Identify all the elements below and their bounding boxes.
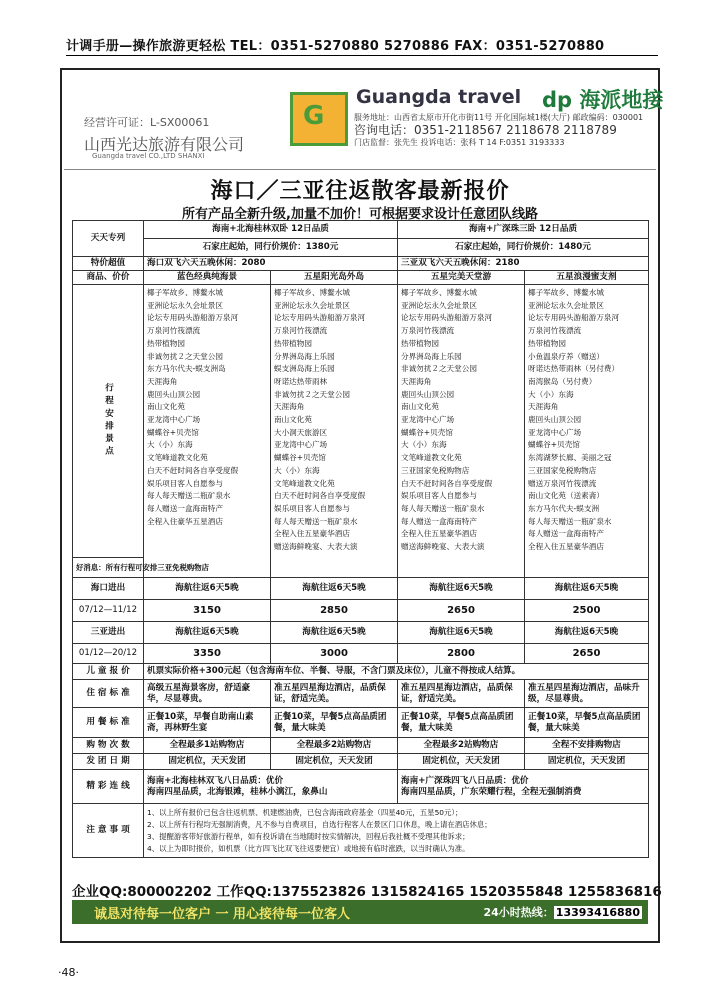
itinerary-item: 全程入住五星豪华酒店 (401, 529, 477, 539)
row-label: 精 彩 连 线 (73, 770, 144, 804)
row-label: 商品、价价 (73, 271, 144, 285)
itinerary-item: 亚洲论坛永久会址景区 (147, 300, 223, 310)
itinerary-label: 行程安排景点 (103, 383, 114, 459)
table-row (73, 644, 649, 664)
company-name-en: Guangda travel CO.,LTD SHANXI (92, 152, 205, 160)
itinerary-item: 天涯海角 (528, 402, 559, 412)
itinerary-item: 天涯海角 (401, 376, 432, 386)
table-row (73, 770, 649, 804)
note-item: 4、以上为即时报价，如机票（比方四飞比双飞往返要便宜）或地接有临时涨跌，以当时确认为准。 (147, 843, 470, 853)
price-cell: 2650 (525, 644, 649, 664)
row-label: 购 物 次 数 (73, 738, 144, 754)
table-cell: 海南+北海桂林双卧 12日品质 (144, 221, 398, 239)
itinerary-item: 论坛专用码头游船游万泉河 (274, 313, 366, 323)
itinerary-item: 每人每天赠送一瓶矿泉水 (528, 516, 612, 526)
itinerary-item: 万泉河竹筏漂流 (528, 326, 582, 336)
license-number: 经营许可证：L-SX00061 (84, 116, 210, 129)
itinerary-item: 大（小）东海 (401, 440, 447, 450)
table-cell (144, 804, 649, 858)
itinerary-item: 每人每天赠送一瓶矿泉水 (274, 516, 358, 526)
page-number: ·48· (58, 966, 79, 979)
company-banner (64, 72, 664, 170)
itinerary-item: 分界洲岛海上乐园 (401, 351, 462, 361)
company-tel: 咨询电话：0351-2118567 2118678 2118789 (354, 123, 617, 137)
hotline (483, 904, 642, 920)
row-label: 三亚进出 (73, 622, 144, 644)
rec-line: 海南四星品质，北海银滩，桂林小漓江，象鼻山 (147, 786, 328, 797)
itinerary-item: 分界洲岛海上乐园 (274, 351, 335, 361)
itinerary-item: 亚洲论坛永久会址景区 (401, 300, 477, 310)
itinerary-item: 蝴蝶谷+贝壳馆 (528, 440, 580, 450)
table-cell: 全程不安排购物店 (525, 738, 649, 754)
price-table (72, 220, 649, 858)
itinerary-item: 蝴蝶谷+贝壳馆 (401, 427, 453, 437)
row-label: 海口进出 (73, 578, 144, 600)
itinerary-item: 小鱼温泉疗养（赠送） (528, 351, 604, 361)
itinerary-item: 娱乐项目客人自愿参与 (274, 503, 350, 513)
table-cell: 海航往返6天5晚 (271, 622, 398, 644)
itinerary-item: 天涯海角 (147, 376, 178, 386)
itinerary-item: 娱乐项目客人自愿参与 (147, 478, 223, 488)
table-row (73, 285, 649, 558)
table-row (73, 221, 649, 239)
rec-line: 海南+广深珠四飞八日品质：优价 (401, 775, 529, 786)
itinerary-item: 亚洲论坛永久会址景区 (274, 300, 350, 310)
table-cell: 全程最多1站购物店 (144, 738, 271, 754)
itinerary-item: 蝴蝶谷+贝壳馆 (274, 453, 326, 463)
itinerary-item: 大（小）东海 (274, 465, 320, 475)
itinerary-list (271, 285, 398, 578)
itinerary-item: 赠送万泉河竹筏漂流 (528, 478, 597, 488)
itinerary-item: 非诚勿扰２之天堂公园 (274, 389, 350, 399)
table-cell: 海南+广深珠三卧 12日品质 (398, 221, 649, 239)
table-cell: 固定机位，天天发团 (398, 754, 525, 770)
itinerary-item: 南山文化苑 (401, 402, 439, 412)
itinerary-list (398, 285, 525, 578)
note-item: 2、以上所有行程均无强制消费，凡不参与自费项目，自选行程客人在景区门口休息，晚上请在酒店休息； (147, 819, 492, 829)
table-row (73, 708, 649, 738)
logo-letter: G (303, 101, 325, 131)
table-row (73, 622, 649, 644)
header-line: 计调手册—操作旅游更轻松 TEL：0351-5270880 5270886 FAX：0351-5270880 (66, 39, 605, 54)
itinerary-item: 大（小）东海 (528, 389, 574, 399)
itinerary-item: 热带植物园 (274, 338, 312, 348)
itinerary-item: 赠送海鲜晚宴、大表大演 (274, 542, 358, 552)
hotline-label: 24小时热线： (483, 906, 554, 919)
table-cell: 海航往返6天5晚 (144, 622, 271, 644)
itinerary-list (144, 285, 271, 578)
itinerary-item: 白天不赶时间各自享受度假 (147, 465, 239, 475)
product-name: 五星完美天堂游 (398, 271, 525, 285)
table-cell: 海航往返6天5晚 (525, 622, 649, 644)
itinerary-item: 白天不赶时间各自享受度假 (274, 491, 366, 501)
itinerary-item: 论坛专用码头游船游万泉河 (147, 313, 239, 323)
good-news: 好消息：所有行程可安排三亚免税购物店 (73, 558, 144, 578)
table-cell: 海口双飞六天五晚休闲：2080 (144, 257, 398, 271)
itinerary-item: 每人赠送一盒海南特产 (401, 516, 477, 526)
table-cell (398, 770, 649, 804)
date-range: 01/12—20/12 (73, 644, 144, 664)
itinerary-item: 热带植物园 (401, 338, 439, 348)
brand-name-en: Guangda travel (356, 86, 522, 108)
row-label: 发 团 日 期 (73, 754, 144, 770)
itinerary-item: 每人赠送一盒海南特产 (528, 529, 604, 539)
itinerary-item: 鹿回头山顶公园 (401, 389, 455, 399)
table-row (73, 257, 649, 271)
table-cell: 准五星四星海边酒店，品味升级，尽显尊贵。 (525, 680, 649, 708)
company-info (354, 112, 643, 148)
itinerary-item: 论坛专用码头游船游万泉河 (401, 313, 493, 323)
itinerary-item: 大（小）东海 (147, 440, 193, 450)
table-row (73, 271, 649, 285)
qq-contacts: 企业QQ:800002202 工作QQ:1375523826 1315824165 1520355848 1255836816 (72, 884, 662, 900)
table-cell: 固定机位，天天发团 (271, 754, 398, 770)
itinerary-item: 天涯海角 (274, 402, 305, 412)
itinerary-item: 椰子军故乡、博鳌水城 (274, 288, 350, 297)
table-cell: 正餐10菜，早餐5点高品质团餐，量大味美 (525, 708, 649, 738)
price-cell: 3000 (271, 644, 398, 664)
price-cell: 2800 (398, 644, 525, 664)
itinerary-item: 亚龙湾中心广场 (401, 415, 455, 425)
itinerary-item: 呀诺达热带雨林 (274, 376, 328, 386)
date-range: 07/12—11/12 (73, 600, 144, 622)
itinerary-item: 椰子军故乡、博鳌水城 (528, 288, 604, 297)
table-row (73, 804, 649, 858)
price-cell: 2500 (525, 600, 649, 622)
page-title: 海口／三亚往返散客最新报价 (210, 179, 510, 204)
company-logo-icon (290, 92, 348, 146)
itinerary-item: 蜈支洲岛海上乐园 (274, 364, 335, 374)
itinerary-item: 每人每天赠送二瓶矿泉水 (147, 491, 231, 501)
itinerary-item: 南湾猴岛（另付费） (528, 376, 597, 386)
itinerary-item: 亚洲论坛永久会址景区 (528, 300, 604, 310)
row-label: 住 宿 标 准 (73, 680, 144, 708)
itinerary-item: 东方马尔代夫-蜈支洲 (528, 503, 600, 513)
table-cell: 海航往返6天5晚 (525, 578, 649, 600)
itinerary-item: 亚龙湾中心广场 (147, 415, 201, 425)
itinerary-item: 鹿回头山顶公园 (528, 415, 582, 425)
itinerary-item: 南山文化苑 (147, 402, 185, 412)
itinerary-item: 非诚勿扰２之天堂公园 (401, 364, 477, 374)
row-label (73, 285, 144, 558)
table-cell: 正餐10菜，早餐自助南山素斋，再林野生宴 (144, 708, 271, 738)
rec-line: 海南四星品质，广东荣耀行程，全程无强制消费 (401, 786, 582, 797)
itinerary-item: 全程入住豪华五星酒店 (147, 516, 223, 526)
itinerary-item: 万泉河竹筏漂流 (147, 326, 201, 336)
row-label: 儿 童 报 价 (73, 664, 144, 680)
row-label: 用 餐 标 准 (73, 708, 144, 738)
product-name: 五星阳光岛外岛 (271, 271, 398, 285)
table-cell: 正餐10菜，早餐5点高品质团餐，量大味美 (271, 708, 398, 738)
table-cell: 固定机位，天天发团 (525, 754, 649, 770)
itinerary-item: 娱乐项目客人自愿参与 (401, 491, 477, 501)
price-cell: 2650 (398, 600, 525, 622)
table-cell: 全程最多2站购物店 (271, 738, 398, 754)
row-label: 天天专列 (73, 221, 144, 257)
itinerary-item: 万泉河竹筏漂流 (274, 326, 328, 336)
table-row (73, 664, 649, 680)
itinerary-item: 全程入住五星豪华酒店 (528, 542, 604, 552)
itinerary-item: 全程入住五星豪华酒店 (274, 529, 350, 539)
itinerary-item: 非诚勿扰２之天堂公园 (147, 351, 223, 361)
header-divider (66, 55, 658, 56)
itinerary-item: 三亚国家免税购物店 (401, 465, 470, 475)
table-cell: 全程最多2站购物店 (398, 738, 525, 754)
itinerary-item: 大小洞天旅游区 (274, 427, 328, 437)
table-cell (144, 770, 398, 804)
itinerary-item: 亚龙湾中心广场 (528, 427, 582, 437)
itinerary-list (525, 285, 649, 578)
table-cell: 海航往返6天5晚 (398, 578, 525, 600)
itinerary-item: 每人每天赠送一瓶矿泉水 (401, 503, 485, 513)
itinerary-item: 蝴蝶谷+贝壳馆 (147, 427, 199, 437)
itinerary-item: 南山文化苑 (274, 415, 312, 425)
itinerary-item: 呀诺达热带雨林（另付费） (528, 364, 620, 374)
table-cell: 高级五星海景客房，舒适豪华，尽显尊贵。 (144, 680, 271, 708)
page-subtitle: 所有产品全新升级,加量不加价！可根据要求设计任意团队线路 (182, 207, 538, 222)
itinerary-item: 每人赠送一盒海南特产 (147, 503, 223, 513)
table-cell: 石家庄起始，同行价规价：1480元 (398, 239, 649, 257)
table-cell: 海航往返6天5晚 (398, 622, 525, 644)
company-contact: 门店监督：张先生 投诉电话：张科 T 14 F:0351 3193333 (354, 138, 565, 147)
table-cell: 海航往返6天5晚 (144, 578, 271, 600)
row-label: 特价超值 (73, 257, 144, 271)
itinerary-item: 南山文化苑（送素斋） (528, 491, 604, 501)
row-label: 注 意 事 项 (73, 804, 144, 858)
note-item: 3、提醒游客带好旅游行程单，如有投诉请在当地随时按实情解决，回程后我社概不受理其他诉求； (147, 831, 470, 841)
table-cell: 石家庄起始，同行价规价：1380元 (144, 239, 398, 257)
itinerary-item: 论坛专用码头游船游万泉河 (528, 313, 620, 323)
table-row (73, 754, 649, 770)
itinerary-item: 东方马尔代夫-蜈支洲岛 (147, 364, 226, 374)
itinerary-item: 鹿回头山顶公园 (147, 389, 201, 399)
price-cell: 3150 (144, 600, 271, 622)
itinerary-item: 热带植物园 (147, 338, 185, 348)
table-cell: 固定机位，天天发团 (144, 754, 271, 770)
itinerary-item: 文笔峰道教文化苑 (274, 478, 335, 488)
itinerary-item: 亚龙湾中心广场 (274, 440, 328, 450)
table-row (73, 578, 649, 600)
itinerary-item: 文笔峰道教文化苑 (147, 453, 208, 463)
slogan-text: 诚恳对待每一位客户 一 用心接待每一位客人 (94, 907, 351, 922)
table-cell: 机票实际价格+300元起（包含海南车位、半餐、导服，不含门票及床位），儿童不得按成人结算。 (144, 664, 649, 680)
product-name: 五星浪漫蜜支剂 (525, 271, 649, 285)
company-name: 山西光达旅游有限公司 (84, 135, 245, 154)
table-cell: 三亚双飞六天五晚休闲：2180 (398, 257, 649, 271)
brand-name-cn: dp 海派地接 (542, 88, 664, 112)
table-cell: 准五星四星海边酒店，品质保证，舒适完美。 (271, 680, 398, 708)
itinerary-item: 椰子军故乡、博鳌水城 (401, 288, 477, 297)
itinerary-item: 赠送海鲜晚宴、大表大演 (401, 542, 485, 552)
itinerary-item: 万泉河竹筏漂流 (401, 326, 455, 336)
itinerary-item: 东湾湖梦长廊、美丽之冠 (528, 453, 612, 463)
table-row (73, 239, 649, 257)
slogan-bar (72, 900, 648, 924)
product-name: 蓝色经典纯海景 (144, 271, 271, 285)
company-address: 服务地址：山西省太原市开化市街11号 开化国际城1楼(大厅) 邮政编码：030001 (354, 113, 644, 122)
table-cell: 准五星四星海边酒店，品质保证，舒适完美。 (398, 680, 525, 708)
note-item: 1、以上所有报价已包含往返机票、机建燃油费，已包含海南政府基金（四星40元，五星50元）； (147, 807, 463, 817)
table-row (73, 680, 649, 708)
itinerary-item: 椰子军故乡、博鳌水城 (147, 288, 223, 297)
itinerary-item: 文笔峰道教文化苑 (401, 453, 462, 463)
table-row (73, 738, 649, 754)
price-cell: 3350 (144, 644, 271, 664)
itinerary-item: 热带植物园 (528, 338, 566, 348)
price-cell: 2850 (271, 600, 398, 622)
table-row (73, 600, 649, 622)
hotline-number: 13393416880 (555, 906, 640, 919)
rec-line: 海南+北海桂林双飞八日品质：优价 (147, 775, 284, 786)
itinerary-item: 三亚国家免税购物店 (528, 465, 597, 475)
table-cell: 正餐10菜，早餐5点高品质团餐，量大味美 (398, 708, 525, 738)
itinerary-item: 白天不赶时间各自享受度假 (401, 478, 493, 488)
table-cell: 海航往返6天5晚 (271, 578, 398, 600)
